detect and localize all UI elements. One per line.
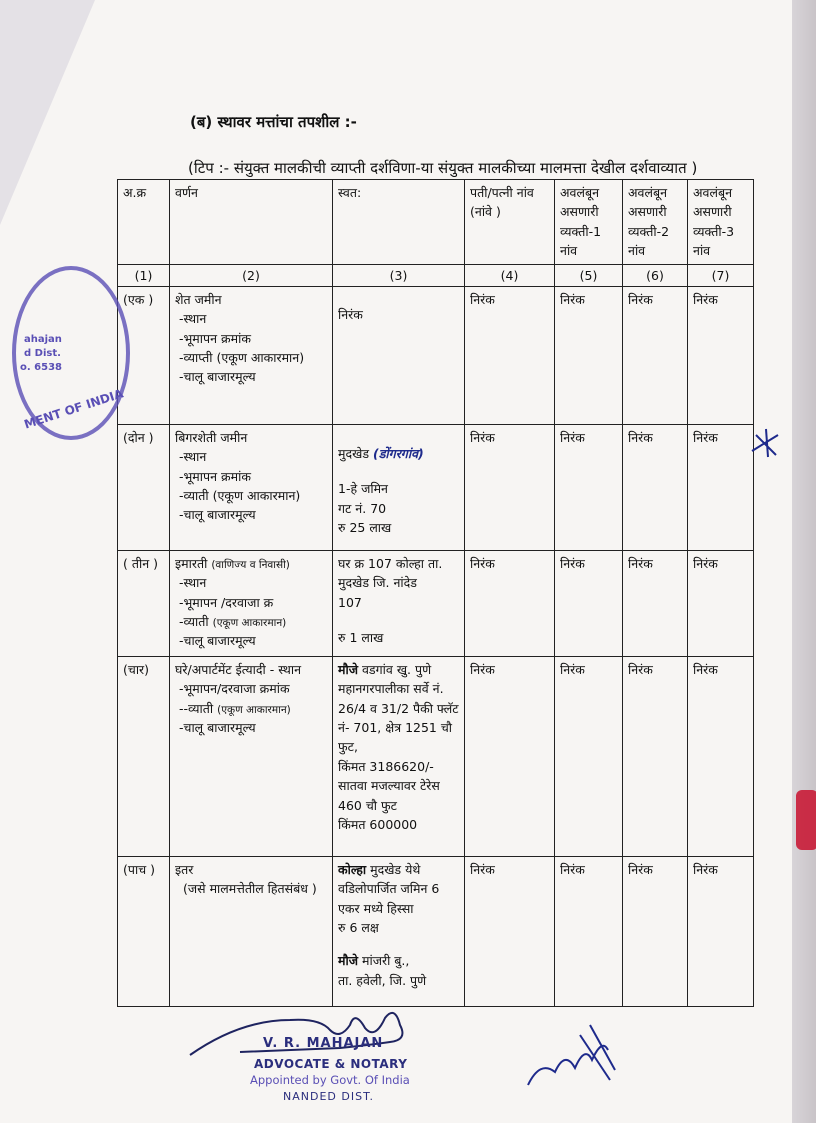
stamp-text: MENT OF INDIA bbox=[22, 386, 125, 432]
row-self: निरंक bbox=[333, 286, 465, 424]
self-line: 1-हे जमिन bbox=[338, 481, 388, 497]
notary-title: ADVOCATE & NOTARY bbox=[254, 1057, 408, 1071]
self-line: किंमत 600000 bbox=[338, 816, 418, 832]
stamp-text: d Dist. bbox=[24, 348, 61, 359]
self-line: ता. हवेली, जि. पुणे bbox=[338, 972, 427, 988]
desc-line: (जसे मालमत्तेतील हितसंबंध ) bbox=[183, 881, 317, 897]
row-dependent-3: निरंक bbox=[688, 550, 754, 656]
desc-line: -चालू बाजारमूल्य bbox=[179, 369, 256, 385]
desc-line: -भूमापन /दरवाजा क्र bbox=[179, 594, 274, 610]
row-dependent-2: निरंक bbox=[623, 656, 688, 856]
self-line: 107 bbox=[338, 594, 362, 610]
col-num: (2) bbox=[170, 264, 333, 286]
col-num: (7) bbox=[688, 264, 754, 286]
self-line: किंमत 3186620/- bbox=[338, 758, 434, 774]
row-dependent-2: निरंक bbox=[623, 856, 688, 1006]
self-line bbox=[338, 860, 459, 918]
row-description bbox=[170, 656, 333, 856]
self-place-line bbox=[338, 444, 459, 463]
row-description bbox=[170, 550, 333, 656]
col-num: (3) bbox=[333, 264, 465, 286]
row-sr: ( तीन ) bbox=[118, 550, 170, 656]
section-heading: (ब) स्थावर मत्तांचा तपशील :- bbox=[190, 113, 357, 131]
desc-line: -स्थान bbox=[179, 449, 207, 465]
row-dependent-2: निरंक bbox=[623, 424, 688, 550]
desc-line: -स्थान bbox=[179, 575, 207, 591]
header-self: स्वत: bbox=[333, 180, 465, 265]
row-self bbox=[333, 550, 465, 656]
red-seal-mark bbox=[796, 790, 816, 850]
desc-text: -व्याती bbox=[179, 614, 209, 629]
row-description bbox=[170, 286, 333, 424]
desc-line bbox=[175, 699, 327, 718]
header-description: वर्णन bbox=[170, 180, 333, 265]
self-bold: कोल्हा bbox=[338, 861, 367, 877]
desc-line bbox=[175, 554, 327, 573]
table-row bbox=[118, 656, 754, 856]
table-row bbox=[118, 286, 754, 424]
desc-line: -भूमापन/दरवाजा क्रमांक bbox=[179, 681, 290, 697]
notary-name: V. R. MAHAJAN bbox=[263, 1036, 384, 1051]
table-note: (टिप :- संयुक्त मालकीची व्याप्ती दर्शविणा-या संयुक्त मालकीच्या मालमत्ता देखील दर्शवाव्यात ) bbox=[188, 159, 698, 177]
row-self bbox=[333, 656, 465, 856]
row-dependent-1: निरंक bbox=[555, 550, 623, 656]
stamp-text: o. 6538 bbox=[20, 362, 62, 373]
stamp-text: ahajan bbox=[24, 334, 62, 345]
row-sr: (एक ) bbox=[118, 286, 170, 424]
desc-small: (एकूण आकारमान) bbox=[212, 617, 287, 629]
row-spouse: निरंक bbox=[465, 550, 555, 656]
col-num: (5) bbox=[555, 264, 623, 286]
self-line: रु 1 लाख bbox=[338, 630, 384, 645]
initial-signature bbox=[520, 1020, 620, 1100]
self-text: वडगांव खु. पुणे महानगरपालीका सर्वे नं. 26/4 व 31/2 पैकी फ्लॅट नं- 701, क्षेत्र 1251 चौ फुट, bbox=[338, 661, 459, 755]
desc-line: -व्याप्ती (एकूण आकारमान) bbox=[179, 350, 305, 365]
row-description bbox=[170, 424, 333, 550]
self-line: रु 25 लाख bbox=[338, 520, 392, 535]
row-dependent-3: निरंक bbox=[688, 856, 754, 1006]
desc-small: (वाणिज्य व निवासी) bbox=[211, 558, 290, 571]
notary-district: NANDED DIST. bbox=[283, 1090, 374, 1103]
row-dependent-3: निरंक bbox=[688, 286, 754, 424]
header-sr: अ.क्र bbox=[118, 180, 170, 265]
self-text: मुदखेड येथे वडिलोपार्जित जमिन 6 एकर मध्ये हिस्सा bbox=[338, 861, 440, 916]
self-line: गट नं. 70 bbox=[338, 500, 387, 516]
self-line bbox=[338, 660, 459, 757]
row-dependent-1: निरंक bbox=[555, 656, 623, 856]
header-dependent-1: अवलंबून असणारी व्यक्ती-1 नांव bbox=[555, 180, 623, 265]
row-dependent-1: निरंक bbox=[555, 286, 623, 424]
desc-line: -चालू बाजारमूल्य bbox=[179, 633, 256, 649]
row-spouse: निरंक bbox=[465, 856, 555, 1006]
col-num: (6) bbox=[623, 264, 688, 286]
self-line: घर क्र 107 कोल्हा ता. मुदखेड जि. नांदेड bbox=[338, 555, 443, 591]
immovable-assets-table bbox=[117, 179, 754, 1007]
self-place: मुदखेड bbox=[338, 445, 370, 461]
desc-title: इमारती bbox=[175, 555, 208, 571]
table-row bbox=[118, 424, 754, 550]
row-spouse: निरंक bbox=[465, 656, 555, 856]
notary-appointed: Appointed by Govt. Of India bbox=[250, 1073, 410, 1087]
desc-text: --व्याती bbox=[179, 700, 214, 716]
desc-line: घरे/अपार्टमेंट ईत्यादी - स्थान bbox=[175, 661, 302, 677]
self-line: सातवा मजल्यावर टेरेस 460 चौ फुट bbox=[338, 778, 440, 813]
row-dependent-1: निरंक bbox=[555, 856, 623, 1006]
desc-line: -भूमापन क्रमांक bbox=[179, 330, 251, 346]
row-dependent-2: निरंक bbox=[623, 286, 688, 424]
row-sr: (चार) bbox=[118, 656, 170, 856]
row-description bbox=[170, 856, 333, 1006]
desc-line: -भूमापन क्रमांक bbox=[179, 468, 251, 484]
margin-mark bbox=[748, 425, 784, 461]
desc-line: -चालू बाजारमूल्य bbox=[179, 720, 256, 735]
col-num: (1) bbox=[118, 264, 170, 286]
row-dependent-3: निरंक bbox=[688, 656, 754, 856]
table-row bbox=[118, 856, 754, 1006]
desc-small: (एकूण आकारमान) bbox=[217, 703, 291, 716]
desc-line: शेत जमीन bbox=[175, 291, 222, 307]
row-sr: (दोन ) bbox=[118, 424, 170, 550]
desc-line: बिगरशेती जमीन bbox=[175, 429, 248, 445]
header-dependent-3: अवलंबून असणारी व्यक्ती-3 नांव bbox=[688, 180, 754, 265]
self-line bbox=[338, 951, 459, 970]
handwritten-village: (डोंगरगांव) bbox=[373, 445, 424, 461]
desc-line: इतर bbox=[175, 861, 194, 877]
self-line: रु 6 लक्ष bbox=[338, 920, 379, 935]
desc-line: -स्थान bbox=[179, 311, 207, 327]
page-edge-shadow bbox=[792, 0, 816, 1123]
self-bold: मौजे bbox=[338, 953, 358, 969]
row-spouse: निरंक bbox=[465, 286, 555, 424]
self-bold: मौजे bbox=[338, 661, 358, 677]
header-dependent-2: अवलंबून असणारी व्यक्ती-2 नांव bbox=[623, 180, 688, 265]
desc-line bbox=[175, 612, 327, 631]
col-num: (4) bbox=[465, 264, 555, 286]
row-dependent-3: निरंक bbox=[688, 424, 754, 550]
column-number-row bbox=[118, 264, 754, 286]
self-text: मांजरी बु., bbox=[361, 953, 410, 969]
row-dependent-2: निरंक bbox=[623, 550, 688, 656]
notary-signature bbox=[180, 1000, 440, 1060]
row-spouse: निरंक bbox=[465, 424, 555, 550]
row-dependent-1: निरंक bbox=[555, 424, 623, 550]
table-header-row bbox=[118, 180, 754, 265]
table-row bbox=[118, 550, 754, 656]
desc-line: -व्याती (एकूण आकारमान) bbox=[179, 488, 301, 503]
row-self bbox=[333, 424, 465, 550]
row-sr: (पाच ) bbox=[118, 856, 170, 1006]
header-spouse: पती/पत्नी नांव (नांवे ) bbox=[465, 180, 555, 265]
row-self bbox=[333, 856, 465, 1006]
desc-line: -चालू बाजारमूल्य bbox=[179, 507, 256, 523]
